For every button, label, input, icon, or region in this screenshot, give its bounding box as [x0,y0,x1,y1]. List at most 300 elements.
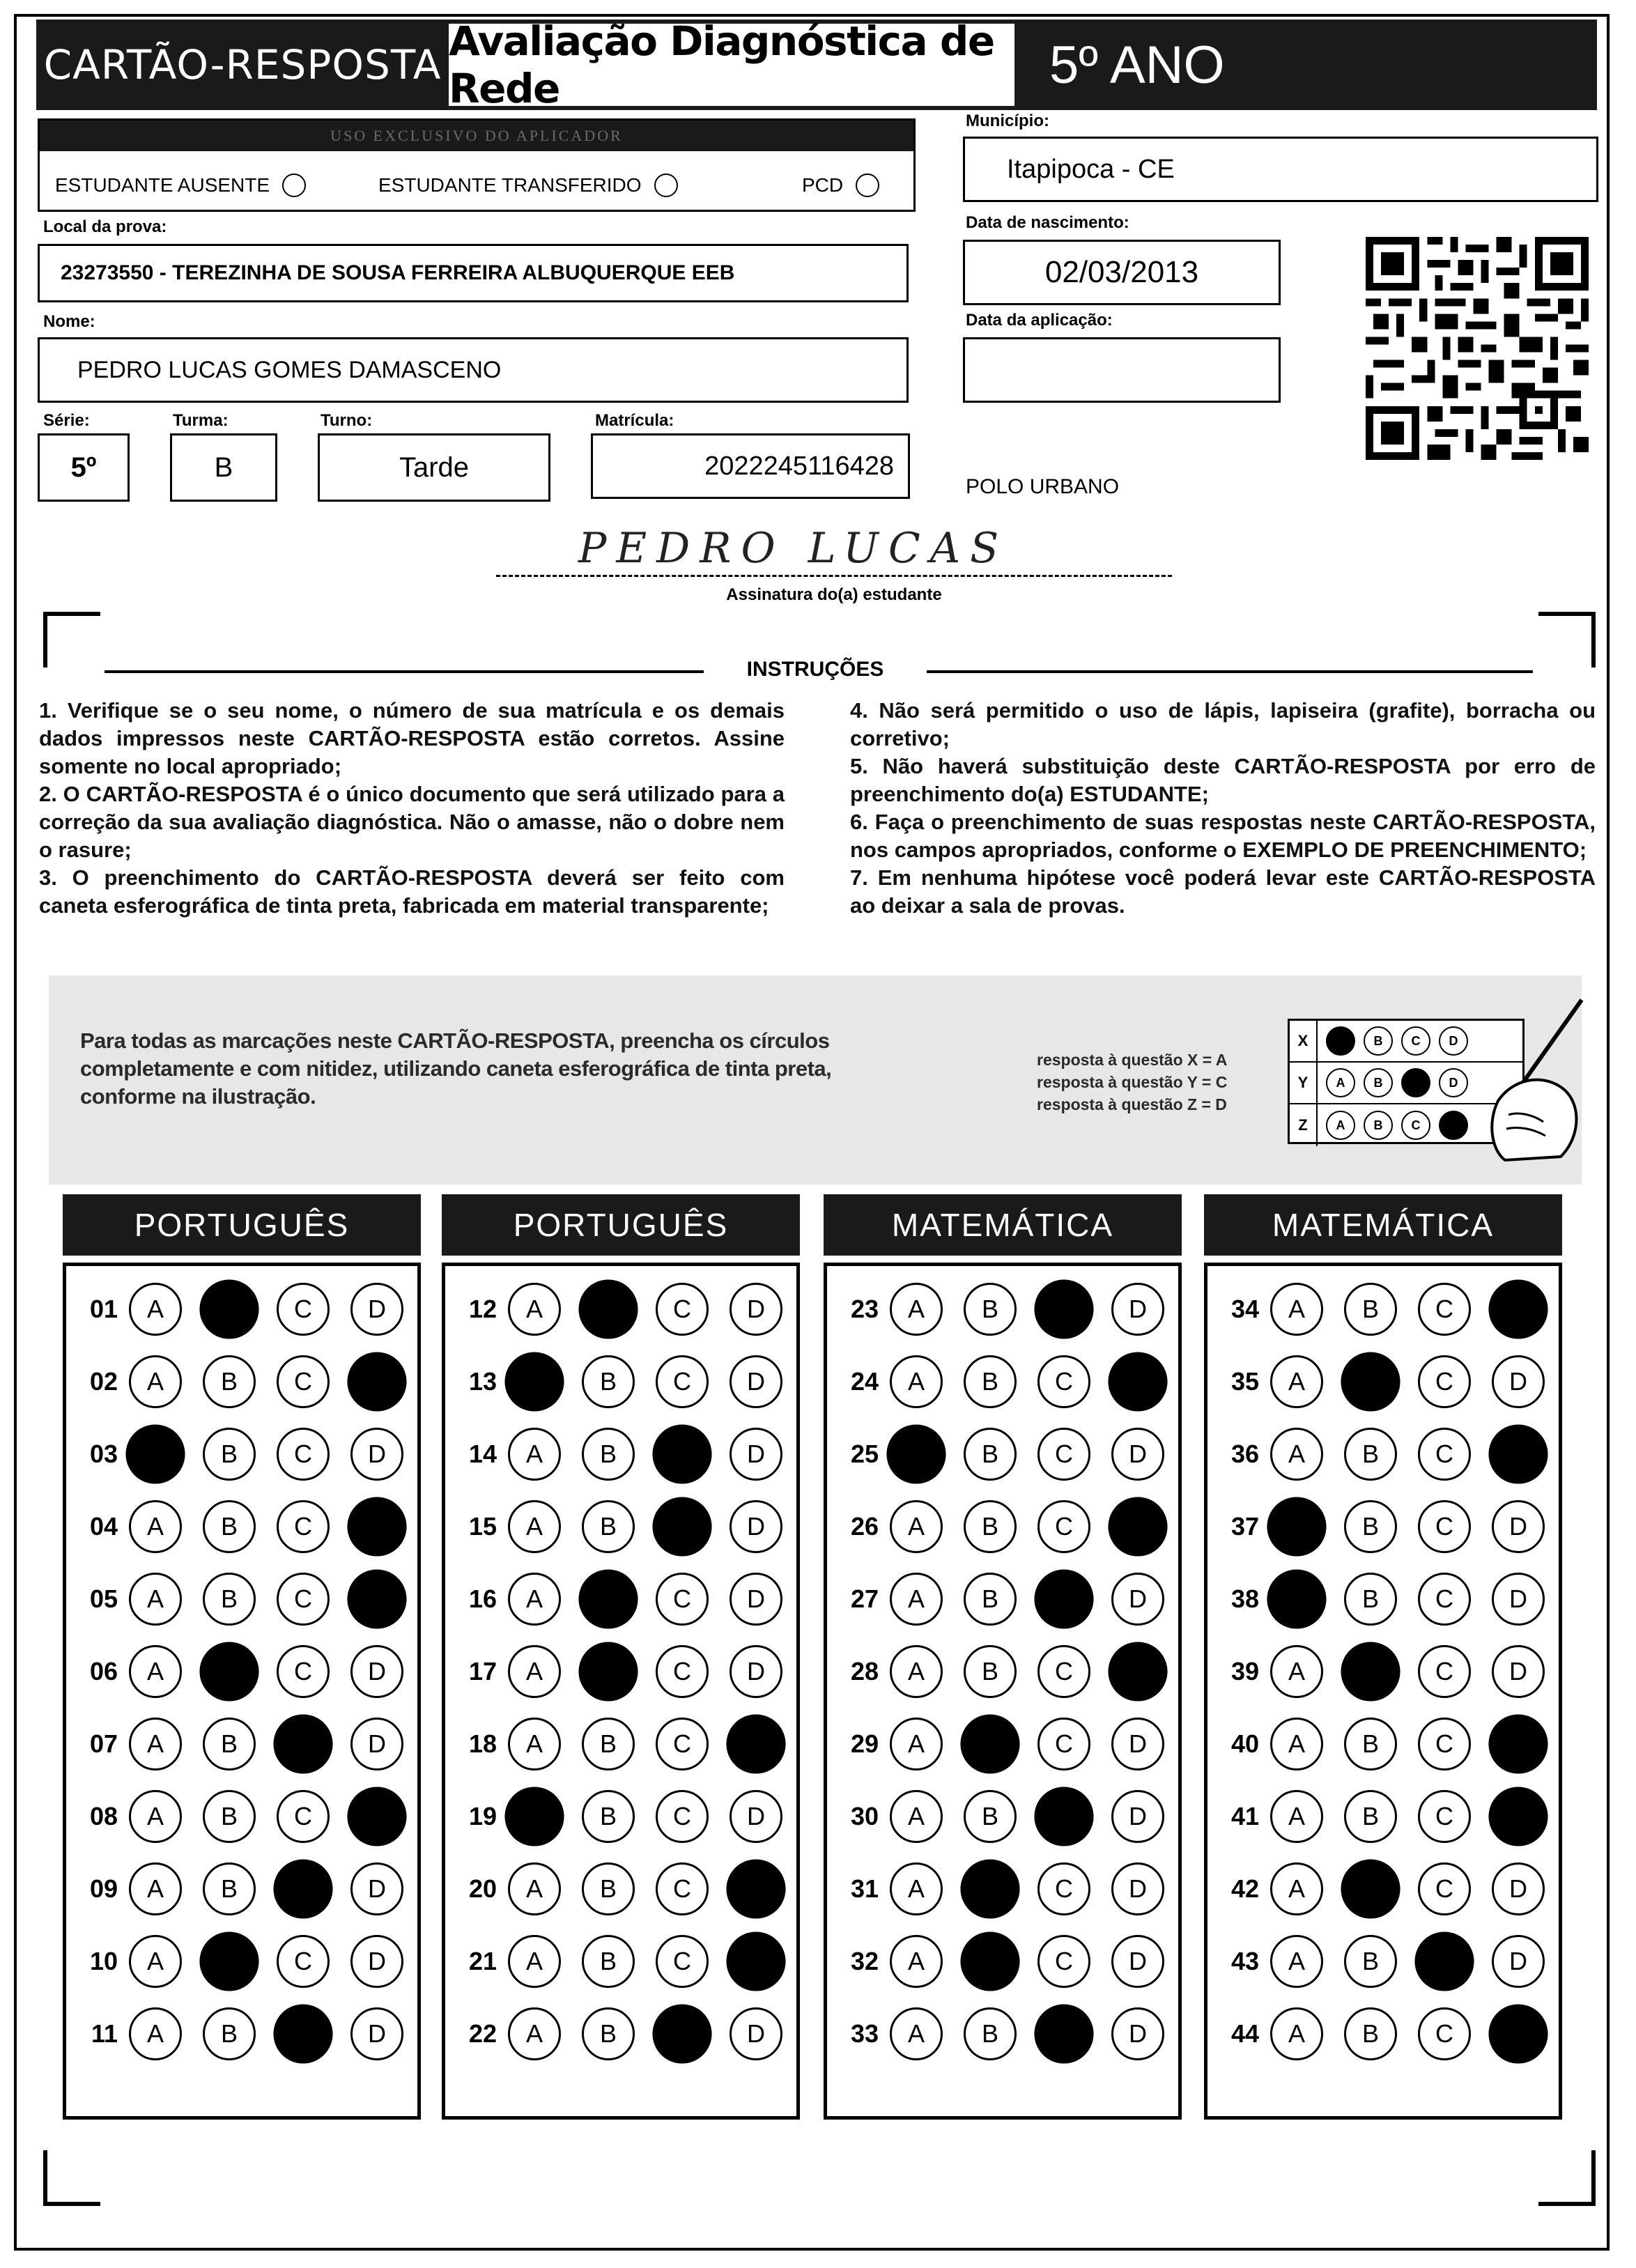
answer-bubble-d[interactable]: D [1111,1862,1164,1915]
answer-row [445,1635,796,1708]
answer-bubble-c[interactable]: C [1037,1500,1090,1553]
answer-bubble-b[interactable]: B [578,1569,638,1628]
answer-bubble-b[interactable]: B [199,1642,258,1701]
answer-bubble-c[interactable]: C [1034,2004,1093,2063]
answer-bubble-d[interactable]: D [730,1283,782,1336]
answer-row [827,1418,1178,1490]
absent-option[interactable] [55,173,306,197]
answer-bubble-b[interactable]: B [964,1355,1017,1408]
answer-bubble-d[interactable]: D [726,1931,785,1991]
answer-bubble-d[interactable]: D [730,1573,782,1626]
answer-row [445,1853,796,1925]
question-number: 18 [468,1729,497,1758]
exam-title-banner [449,17,1014,112]
answer-bubble-b[interactable]: B [582,1862,635,1915]
answer-bubble-a[interactable]: A [890,1645,943,1698]
answer-bubble-d[interactable]: D [1492,1862,1545,1915]
answer-bubble-c[interactable]: C [656,1645,709,1698]
question-number: 09 [89,1874,118,1903]
answer-bubble-d[interactable]: D [1111,1428,1164,1481]
answer-bubble-a[interactable]: A [890,1355,943,1408]
answer-bubble-d[interactable]: D [1492,1355,1545,1408]
answer-row [66,1345,417,1418]
answer-bubble-a[interactable]: A [1270,2007,1323,2060]
answer-bubble-b[interactable]: B [582,1790,635,1843]
answer-bubble-c[interactable]: C [1037,1862,1090,1915]
answer-bubble-a[interactable]: A [504,1787,564,1846]
answer-bubble-c[interactable]: C [273,2004,332,2063]
answer-row [66,1418,417,1490]
question-number: 16 [468,1584,497,1613]
answer-row [66,1998,417,2070]
answer-bubble-d[interactable]: D [1492,1573,1545,1626]
answer-bubble-b[interactable]: B [1344,2007,1397,2060]
question-number: 10 [89,1947,118,1975]
answer-bubble-c[interactable]: C [1034,1787,1093,1846]
answer-bubble-d[interactable]: D [730,1500,782,1553]
answer-bubble-a[interactable]: A [890,1283,943,1336]
answer-bubble-b[interactable]: B [203,1862,256,1915]
answer-bubble-d[interactable]: D [726,1714,785,1773]
answer-bubble-a[interactable]: A [890,1718,943,1771]
applicator-bar [40,121,913,151]
answer-bubble-a[interactable]: A [1267,1569,1326,1628]
answer-bubble-d[interactable]: D [730,1645,782,1698]
answer-bubble-d[interactable]: D [1108,1497,1167,1556]
answer-bubble-c[interactable]: C [1037,1935,1090,1988]
answer-bubble-d[interactable]: D [730,1790,782,1843]
local-value: 23273550 - TEREZINHA DE SOUSA FERREIRA ALBUQUERQUE EEB [61,261,735,284]
answer-bubble-a[interactable]: A [504,1352,564,1411]
answer-bubble-b[interactable]: B [964,1645,1017,1698]
answer-bubble-b[interactable]: B [1344,1935,1397,1988]
answer-bubble-d[interactable]: D [730,1355,782,1408]
answer-bubble-a[interactable]: A [129,1573,182,1626]
answer-bubble-d[interactable]: D [347,1352,406,1411]
municipio-field [963,137,1598,202]
question-number: 39 [1230,1657,1259,1685]
answer-bubble-a[interactable]: A [890,1862,943,1915]
answer-bubble-b[interactable]: B [960,1859,1019,1918]
question-number: 32 [850,1947,879,1975]
answer-bubble-b[interactable]: B [578,1642,638,1701]
name-field [38,337,909,403]
answer-bubble-d[interactable]: D [1488,1279,1548,1339]
question-number: 24 [850,1367,879,1396]
transferred-option[interactable] [378,173,678,197]
absent-circle[interactable] [282,173,306,197]
answer-bubble-a[interactable]: A [129,1862,182,1915]
answer-bubble-c[interactable]: C [652,2004,711,2063]
answer-row [445,1998,796,2070]
example-bubble-c: C [1401,1111,1430,1140]
answer-bubble-b[interactable]: B [582,1718,635,1771]
answer-bubble-d[interactable]: D [350,1283,403,1336]
answer-bubble-a[interactable]: A [508,2007,561,2060]
answer-bubble-a[interactable]: A [508,1573,561,1626]
question-number: 20 [468,1874,497,1903]
turma-field [170,433,277,502]
answer-bubble-d[interactable]: D [1492,1935,1545,1988]
answer-bubble-c[interactable]: C [1414,1931,1474,1991]
answer-bubble-a[interactable]: A [508,1862,561,1915]
turno-label: Turno: [321,411,373,430]
corner-mark-bottom-right [1538,2150,1596,2206]
example-bubble-a: A [1326,1026,1355,1056]
answer-bubble-b[interactable]: B [964,1283,1017,1336]
question-number: 36 [1230,1440,1259,1468]
application-label: Data da aplicação: [966,311,1113,330]
answer-bubble-d[interactable]: D [1111,1935,1164,1988]
answer-bubble-b[interactable]: B [582,1935,635,1988]
answer-bubble-a[interactable]: A [508,1718,561,1771]
answer-row [66,1273,417,1345]
answer-bubble-c[interactable]: C [652,1424,711,1483]
answer-bubble-b[interactable]: B [1344,1428,1397,1481]
answer-bubble-d[interactable]: D [1492,1645,1545,1698]
answer-bubble-c[interactable]: C [273,1714,332,1773]
answer-bubble-c[interactable]: C [1037,1428,1090,1481]
answer-bubble-c[interactable]: C [1418,1790,1471,1843]
answer-row [827,1780,1178,1853]
answer-bubble-b[interactable]: B [964,1428,1017,1481]
answer-bubble-b[interactable]: B [964,2007,1017,2060]
answer-row [1207,1780,1559,1853]
corner-mark-top-right [1538,612,1596,668]
signature-line [496,575,1172,577]
transferred-circle[interactable] [654,173,678,197]
answer-bubble-d[interactable]: D [350,1862,403,1915]
answer-bubble-d[interactable]: D [350,1645,403,1698]
qr-code-icon [1366,237,1589,460]
turno-field [318,433,550,502]
answer-bubble-c[interactable]: C [1418,1573,1471,1626]
question-number: 31 [850,1874,879,1903]
answer-bubble-b[interactable]: B [203,1573,256,1626]
card-title: CARTÃO-RESPOSTA [43,41,442,88]
question-number: 30 [850,1802,879,1830]
answer-bubble-a[interactable]: A [1270,1790,1323,1843]
column-title: MATEMÁTICA [1272,1207,1495,1243]
applicator-box [38,118,916,212]
answer-bubble-d[interactable]: D [1108,1642,1167,1701]
question-number: 41 [1230,1802,1259,1830]
answer-row [445,1925,796,1998]
answer-bubble-b[interactable]: B [1344,1573,1397,1626]
answer-bubble-d[interactable]: D [350,1935,403,1988]
answer-bubble-c[interactable]: C [656,1935,709,1988]
answer-bubble-d[interactable]: D [1111,2007,1164,2060]
answer-bubble-d[interactable]: D [350,1718,403,1771]
answer-bubble-c[interactable]: C [277,1790,330,1843]
birth-value: 02/03/2013 [1044,255,1199,289]
card-title-banner [36,20,449,110]
answer-bubble-b[interactable]: B [582,1500,635,1553]
question-number: 05 [89,1584,118,1613]
instruction-5: 5. Não haverá substituição deste CARTÃO-RESPOSTA por erro de preenchimento do(a) ESTUDANTE; [850,754,1596,806]
answer-bubble-d[interactable]: D [1488,1714,1548,1773]
instructions-title: INSTRUÇÕES [746,658,884,681]
answer-bubble-a[interactable]: A [1270,1862,1323,1915]
answer-bubble-c[interactable]: C [1034,1279,1093,1339]
question-number: 22 [468,2019,497,2048]
answer-bubble-c[interactable]: C [277,1500,330,1553]
answer-bubble-d[interactable]: D [1488,2004,1548,2063]
name-label: Nome: [43,312,95,331]
answer-bubble-c[interactable]: C [277,1355,330,1408]
column-title: PORTUGUÊS [134,1207,350,1243]
answer-bubble-a[interactable]: A [890,1935,943,1988]
answer-bubble-c[interactable]: C [1037,1718,1090,1771]
example-bubble-b: B [1364,1111,1393,1140]
answer-bubble-a[interactable]: A [129,1283,182,1336]
answer-bubble-b[interactable]: B [1341,1352,1400,1411]
pcd-circle[interactable] [856,173,879,197]
answer-row [1207,1708,1559,1780]
answer-bubble-b[interactable]: B [582,1355,635,1408]
question-number: 23 [850,1295,879,1323]
answer-bubble-a[interactable]: A [1270,1283,1323,1336]
answer-bubble-c[interactable]: C [656,1355,709,1408]
answer-bubble-b[interactable]: B [203,1790,256,1843]
answer-row [66,1708,417,1780]
answer-row [1207,1635,1559,1708]
answer-bubble-d[interactable]: D [347,1497,406,1556]
answer-bubble-c[interactable]: C [656,1862,709,1915]
answer-bubble-c[interactable]: C [1037,1645,1090,1698]
answer-bubble-b[interactable]: B [203,1428,256,1481]
answer-bubble-a[interactable]: A [890,1790,943,1843]
answer-bubble-d[interactable]: D [726,1859,785,1918]
answer-bubble-c[interactable]: C [656,1283,709,1336]
answer-bubble-a[interactable]: A [508,1645,561,1698]
instruction-3: 3. O preenchimento do CARTÃO-RESPOSTA deverá ser feito com caneta esferográfica de tinta preta, fabricada em material transparente; [39,865,785,918]
answer-bubble-c[interactable]: C [656,1718,709,1771]
answer-bubble-c[interactable]: C [1034,1569,1093,1628]
answer-bubble-d[interactable]: D [1111,1790,1164,1843]
question-number: 38 [1230,1584,1259,1613]
answer-row [1207,1998,1559,2070]
answer-bubble-a[interactable]: A [1270,1428,1323,1481]
answer-bubble-a[interactable]: A [129,1500,182,1553]
example-bubble-a: A [1326,1068,1355,1097]
answer-row [1207,1563,1559,1635]
answer-bubble-b[interactable]: B [1344,1500,1397,1553]
answer-bubble-a[interactable]: A [129,2007,182,2060]
example-legend-z: resposta à questão Z = D [1037,1095,1227,1113]
answer-row [66,1780,417,1853]
answer-column [1204,1263,1562,2120]
answer-bubble-d[interactable]: D [1488,1424,1548,1483]
answer-bubble-c[interactable]: C [1418,1718,1471,1771]
question-number: 03 [89,1440,118,1468]
answer-bubble-a[interactable]: A [1270,1718,1323,1771]
answer-bubble-c[interactable]: C [277,1645,330,1698]
hand-with-pen-icon [1477,996,1589,1164]
answer-bubble-c[interactable]: C [277,1573,330,1626]
answer-row [1207,1853,1559,1925]
answer-bubble-c[interactable]: C [1418,1283,1471,1336]
answer-row [1207,1418,1559,1490]
answer-bubble-a[interactable]: A [1270,1645,1323,1698]
example-legend-y: resposta à questão Y = C [1037,1073,1228,1091]
answer-bubble-a[interactable]: A [890,1500,943,1553]
answer-bubble-b[interactable]: B [199,1279,258,1339]
answer-bubble-c[interactable]: C [652,1497,711,1556]
question-number: 11 [91,2019,118,2048]
answer-bubble-b[interactable]: B [1344,1790,1397,1843]
instructions-left [39,697,785,920]
birth-label: Data de nascimento: [966,213,1129,232]
question-number: 07 [89,1729,118,1758]
answer-bubble-d[interactable]: D [347,1569,406,1628]
pcd-option[interactable] [802,173,879,197]
answer-bubble-d[interactable]: D [1488,1787,1548,1846]
answer-bubble-a[interactable]: A [125,1424,185,1483]
transferred-label: ESTUDANTE TRANSFERIDO [378,174,642,196]
answer-bubble-b[interactable]: B [582,2007,635,2060]
column-header [1204,1194,1562,1256]
instruction-1: 1. Verifique se o seu nome, o número de sua matrícula e os demais dados impressos neste CARTÃO-RESPOSTA estão corretos. Assine somente no local apropriado; [39,698,785,778]
answer-row [66,1925,417,1998]
answer-bubble-c[interactable]: C [1418,1862,1471,1915]
answer-bubble-a[interactable]: A [1270,1935,1323,1988]
answer-bubble-d[interactable]: D [1492,1500,1545,1553]
answer-bubble-c[interactable]: C [273,1859,332,1918]
answer-row [445,1345,796,1418]
municipio-value: Itapipoca - CE [1007,154,1175,184]
answer-bubble-b[interactable]: B [960,1714,1019,1773]
question-number: 37 [1230,1512,1259,1541]
answer-bubble-a[interactable]: A [1270,1355,1323,1408]
question-number: 44 [1230,2019,1259,2048]
answer-row [827,1853,1178,1925]
example-bubble-c: C [1401,1068,1430,1097]
exam-title: Avaliação Diagnóstica de Rede [449,17,994,112]
answer-bubble-d[interactable]: D [350,2007,403,2060]
answer-bubble-c[interactable]: C [277,1935,330,1988]
answer-bubble-b[interactable]: B [960,1931,1019,1991]
answer-bubble-a[interactable]: A [1267,1497,1326,1556]
answer-column [442,1263,800,2120]
answer-bubble-c[interactable]: C [1418,1355,1471,1408]
example-row-label: Y [1290,1063,1318,1103]
answer-bubble-a[interactable]: A [508,1283,561,1336]
answer-bubble-c[interactable]: C [277,1283,330,1336]
answer-row [66,1563,417,1635]
answer-bubble-a[interactable]: A [129,1355,182,1408]
column-header [824,1194,1182,1256]
birth-field [963,240,1281,305]
local-field [38,244,909,302]
column-title: PORTUGUÊS [513,1207,729,1243]
answer-row [1207,1345,1559,1418]
corner-mark-bottom-left [43,2150,100,2206]
instructions-rule-right [927,670,1533,673]
answer-bubble-d[interactable]: D [1111,1718,1164,1771]
answer-bubble-b[interactable]: B [1344,1718,1397,1771]
answer-bubble-a[interactable]: A [129,1790,182,1843]
matricula-label: Matrícula: [595,411,674,430]
answer-bubble-d[interactable]: D [1111,1283,1164,1336]
answer-bubble-c[interactable]: C [1418,1645,1471,1698]
example-bubble-d: D [1439,1068,1468,1097]
answer-bubble-b[interactable]: B [203,1500,256,1553]
answer-bubble-b[interactable]: B [1341,1642,1400,1701]
answer-bubble-c[interactable]: C [1418,1428,1471,1481]
instruction-7: 7. Em nenhuma hipótese você poderá levar este CARTÃO-RESPOSTA ao deixar a sala de provas. [850,865,1596,918]
answer-bubble-b[interactable]: B [203,1718,256,1771]
answer-bubble-d[interactable]: D [350,1428,403,1481]
question-number: 28 [850,1657,879,1685]
answer-bubble-a[interactable]: A [508,1500,561,1553]
answer-bubble-b[interactable]: B [1344,1283,1397,1336]
turma-label: Turma: [173,411,229,430]
answer-bubble-b[interactable]: B [582,1428,635,1481]
answer-bubble-c[interactable]: C [1418,2007,1471,2060]
answer-bubble-a[interactable]: A [129,1718,182,1771]
answer-bubble-d[interactable]: D [730,2007,782,2060]
example-bubble-d: D [1439,1026,1468,1056]
answer-bubble-a[interactable]: A [129,1935,182,1988]
question-number: 08 [89,1802,118,1830]
answer-row [827,1708,1178,1780]
turma-value: B [214,452,233,483]
answer-bubble-a[interactable]: A [890,1573,943,1626]
example-bubble-c: C [1401,1026,1430,1056]
answer-bubble-a[interactable]: A [508,1935,561,1988]
answer-bubble-d[interactable]: D [1111,1573,1164,1626]
answer-bubble-d[interactable]: D [347,1787,406,1846]
answer-bubble-c[interactable]: C [656,1573,709,1626]
question-number: 42 [1230,1874,1259,1903]
answer-bubble-c[interactable]: C [1418,1500,1471,1553]
answer-bubble-b[interactable]: B [964,1500,1017,1553]
example-row-label: Z [1290,1104,1318,1146]
answer-row [827,1635,1178,1708]
answer-row [827,1925,1178,1998]
instruction-4: 4. Não será permitido o uso de lápis, lapiseira (grafite), borracha ou corretivo; [850,698,1596,750]
answer-row [827,1273,1178,1345]
answer-bubble-c[interactable]: C [656,1790,709,1843]
answer-bubble-b[interactable]: B [203,2007,256,2060]
question-number: 01 [89,1295,118,1323]
question-number: 15 [468,1512,497,1541]
serie-value: 5º [70,452,97,483]
answer-bubble-b[interactable]: B [1341,1859,1400,1918]
answer-bubble-d[interactable]: D [730,1428,782,1481]
question-number: 19 [468,1802,497,1830]
answer-bubble-c[interactable]: C [277,1428,330,1481]
answer-bubble-c[interactable]: C [1037,1355,1090,1408]
answer-row [445,1563,796,1635]
answer-bubble-b[interactable]: B [964,1573,1017,1626]
answer-bubble-b[interactable]: B [964,1790,1017,1843]
answer-bubble-b[interactable]: B [578,1279,638,1339]
answer-bubble-a[interactable]: A [890,2007,943,2060]
grade-banner [1014,20,1597,110]
answer-row [66,1853,417,1925]
example-text: Para todas as marcações neste CARTÃO-RESPOSTA, preencha os círculos completamente e com nitidez, utilizando caneta esferográfica de tinta preta, conforme na ilustração. [80,1028,832,1109]
answer-bubble-a[interactable]: A [129,1645,182,1698]
answer-bubble-d[interactable]: D [1108,1352,1167,1411]
answer-bubble-a[interactable]: A [886,1424,946,1483]
answer-bubble-b[interactable]: B [203,1355,256,1408]
question-number: 34 [1230,1295,1259,1323]
answer-row [445,1490,796,1563]
answer-bubble-b[interactable]: B [199,1931,258,1991]
answer-bubble-a[interactable]: A [508,1428,561,1481]
